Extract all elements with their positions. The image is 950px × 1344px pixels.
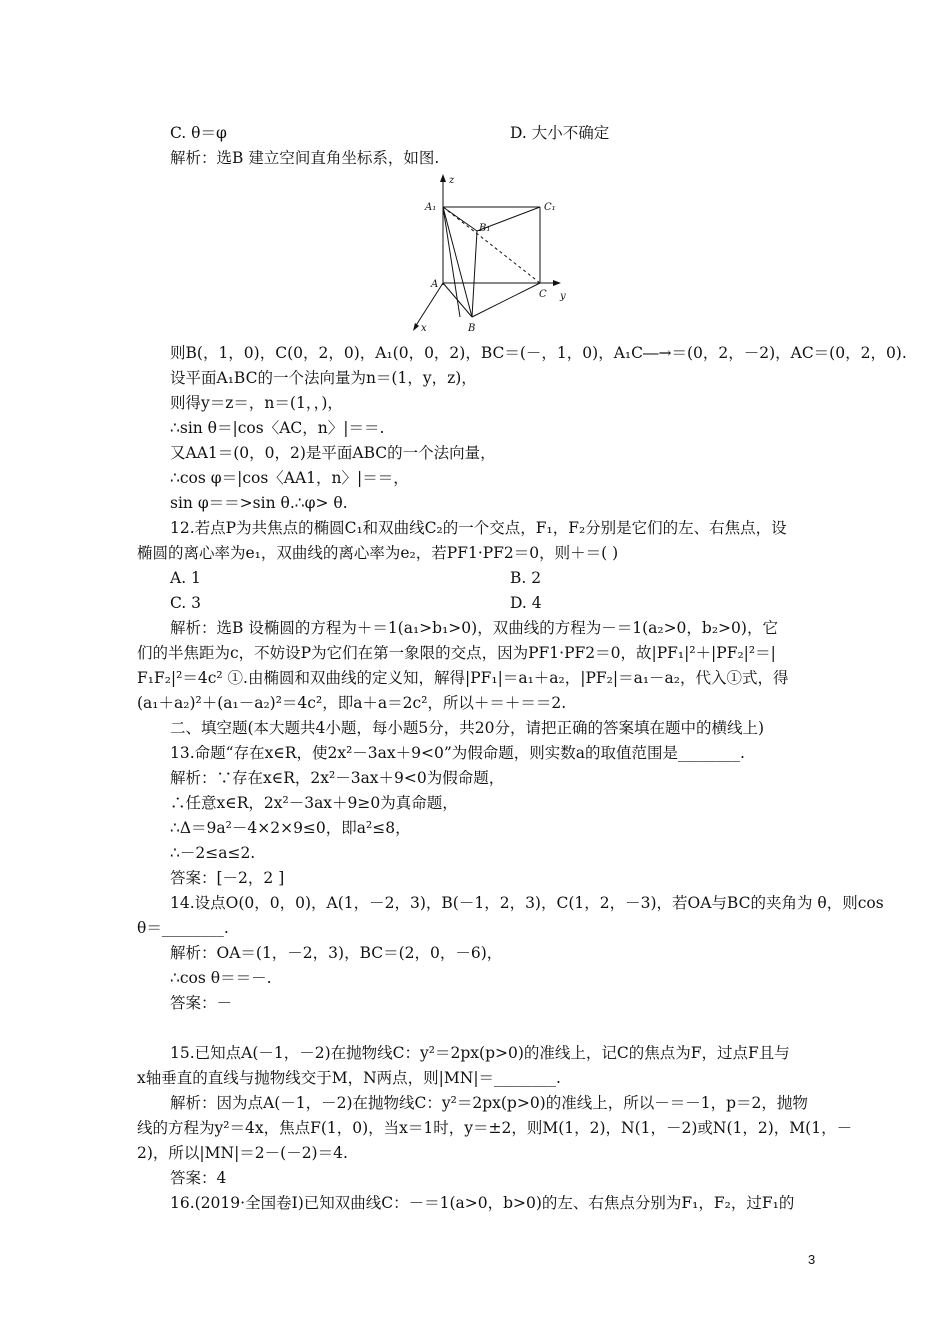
label-b1: B₁	[479, 223, 491, 234]
q11-line-6: ∴cos φ＝|cos〈AA1，n〉|＝＝，	[170, 469, 409, 487]
q15-solution-1: 解析：因为点A(－1，－2)在抛物线C：y²＝2px(p>0)的准线上，所以－＝－1，p＝2，抛物	[170, 1094, 808, 1112]
label-c1: C₁	[544, 202, 556, 213]
q11-line-7: sin φ＝＝>sin θ.∴φ> θ.	[170, 494, 348, 512]
q12-solution-1: 解析：选B 设椭圆的方程为＋＝1(a₁>b₁>0)，双曲线的方程为－＝1(a₂>0，b₂>0)，它	[170, 619, 778, 637]
q13-answer: 答案：[－2，2 ]	[170, 869, 285, 887]
q11-solution-intro: 解析：选B 建立空间直角坐标系，如图.	[170, 149, 440, 167]
label-x: x	[421, 323, 427, 334]
label-c: C	[539, 289, 547, 300]
q12-solution-4: (a₁＋a₂)²＋(a₁－a₂)²＝4c²，即a＋a＝2c²，所以＋＝＋＝＝2.	[137, 694, 567, 712]
q13-stem: 13.命题“存在x∈R，使2x²－3ax＋9<0”为假命题，则实数a的取值范围是________.	[170, 744, 745, 762]
q15-answer: 答案：4	[170, 1169, 227, 1187]
q15-stem-1: 15.已知点A(－1，－2)在抛物线C：y²＝2px(p>0)的准线上，记C的焦点为F，过点F且与	[170, 1044, 790, 1062]
q14-answer: 答案：－	[170, 994, 233, 1012]
q14-stem-1: 14.设点O(0，0，0)，A(1，－2，3)，B(－1，2，3)，C(1，2，－3)，若OA与BC的夹角为 θ，则cos	[170, 894, 884, 912]
q11-line-3: 则得y＝z＝，n＝(1，，)，	[170, 394, 343, 412]
q15-solution-2: 线的方程为y²＝4x，焦点F(1，0)，当x＝1时，y＝±2，则M(1，2)，N(1，－2)或N(1，2)，M(1，－	[137, 1119, 853, 1137]
q12-solution-3: F₁F₂|²＝4c² ①.由椭圆和双曲线的定义知，解得|PF₁|＝a₁＋a₂，|PF₂|＝a₁－a₂，代入①式，得	[137, 669, 789, 687]
q12-stem-2: 椭圆的离心率为e₁，双曲线的离心率为e₂，若PF1·PF2＝0，则＋＝( )	[137, 544, 619, 562]
option-d-top: D. 大小不确定	[510, 124, 610, 142]
option-c-top: C. θ＝φ	[170, 124, 227, 142]
section-2-heading: 二、填空题(本大题共4小题，每小题5分，共20分，请把正确的答案填在题中的横线上)	[170, 719, 765, 737]
q12-option-c: C. 3	[170, 594, 202, 612]
q11-line-5: 又AA1＝(0，0，2)是平面ABC的一个法向量，	[170, 444, 496, 462]
q14-solution-2: ∴cos θ＝＝－.	[170, 969, 272, 987]
label-b: B	[468, 323, 476, 334]
q12-option-d: D. 4	[510, 594, 542, 612]
q13-solution-4: ∴－2≤a≤2.	[170, 844, 256, 862]
q13-solution-2: ∴任意x∈R，2x²－3ax＋9≥0为真命题，	[170, 794, 458, 812]
q15-solution-3: 2)，所以|MN|＝2－(－2)＝4.	[137, 1144, 348, 1162]
q12-stem-1: 12.若点P为共焦点的椭圆C₁和双曲线C₂的一个交点，F₁，F₂分别是它们的左、右焦点，设	[170, 519, 787, 537]
q13-solution-3: ∴Δ＝9a²－4×2×9≤0，即a²≤8，	[170, 819, 411, 837]
q12-solution-2: 们的半焦距为c，不妨设P为它们在第一象限的交点，因为PF1·PF2＝0，故|PF₁|²＋|PF₂|²＝|	[137, 644, 776, 662]
page-number: 3	[808, 1252, 816, 1267]
q12-option-a: A. 1	[170, 569, 201, 587]
q11-line-2: 设平面A₁BC的一个法向量为n＝(1，y，z)，	[170, 369, 477, 387]
q13-solution-1: 解析：∵存在x∈R，2x²－3ax＋9<0为假命题，	[170, 769, 505, 787]
label-y: y	[560, 291, 566, 302]
prism-coordinate-figure	[405, 165, 590, 335]
q15-stem-2: x轴垂直的直线与抛物线交于M，N两点，则|MN|＝________.	[137, 1069, 561, 1087]
q14-stem-2: θ＝________.	[137, 919, 229, 937]
q11-line-4: ∴sin θ＝|cos〈AC，n〉|＝＝.	[170, 419, 385, 437]
q14-solution-1: 解析：OA＝(1，－2，3)，BC＝(2，0，－6)，	[170, 944, 503, 962]
q11-line-1: 则B(，1，0)，C(0，2，0)，A₁(0，0，2)，BC＝(－，1，0)，A₁C―→＝(0，2，－2)，AC＝(0，2，0).	[170, 344, 907, 362]
q12-option-b: B. 2	[510, 569, 542, 587]
label-z: z	[449, 175, 455, 186]
label-a1: A₁	[425, 202, 437, 213]
label-a: A	[431, 279, 439, 290]
q16-stem-1: 16.(2019·全国卷Ⅰ)已知双曲线C：－＝1(a>0，b>0)的左、右焦点分别为F₁，F₂，过F₁的	[170, 1194, 795, 1212]
